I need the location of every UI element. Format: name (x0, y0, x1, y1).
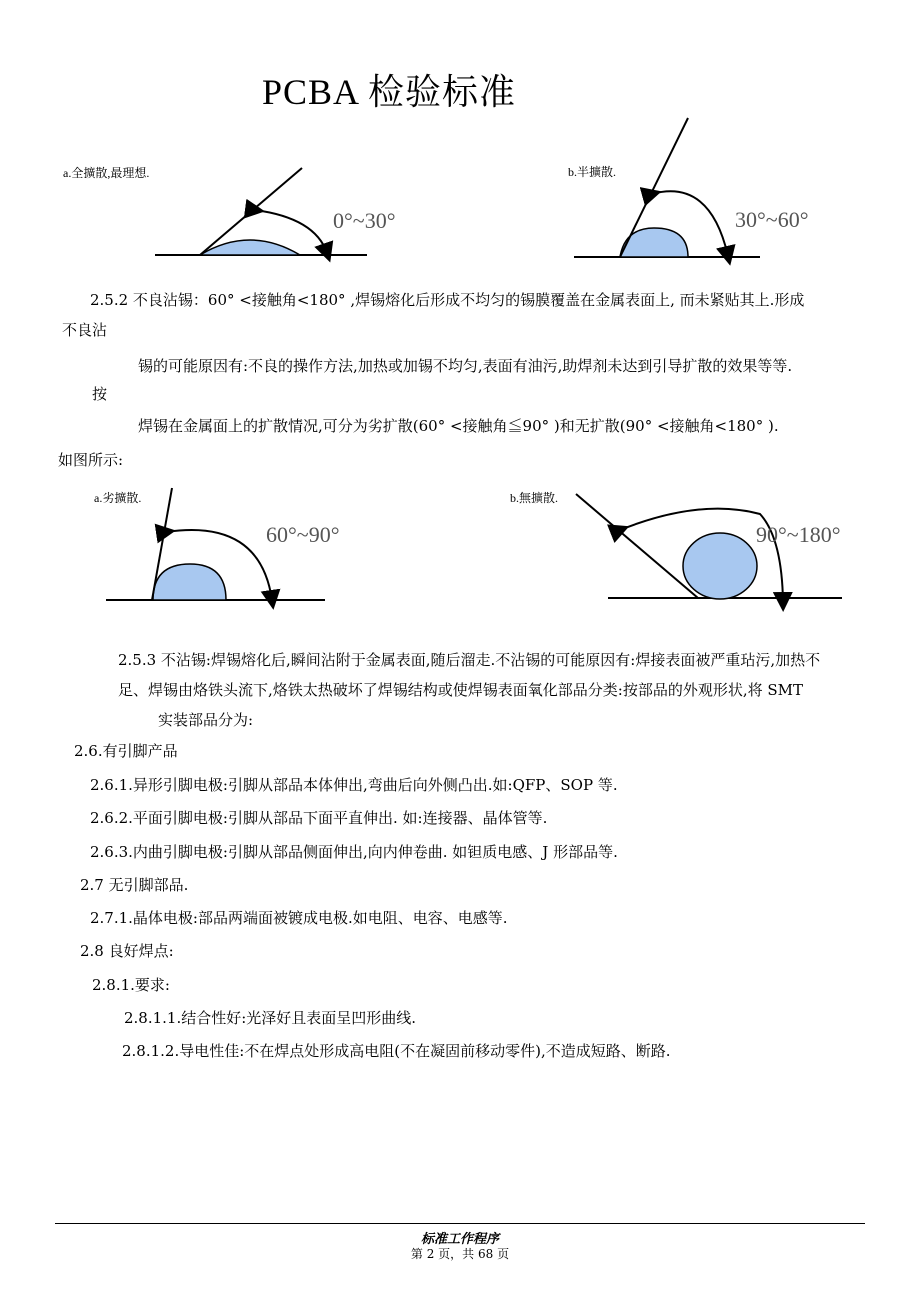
section-2-8-1-2: 2.8.1.2.导电性佳:不在焊点处形成高电阻(不在凝固前移动零件),不造成短路、断路. (122, 1042, 671, 1060)
section-2-5-3-line2: 足、焊锡由烙铁头流下,烙铁太热破坏了焊锡结构或使焊锡表面氧化部品分类:按部品的外观形状,将 SMT (118, 681, 804, 699)
section-2-5-3-line1: 2.5.3 不沾锡:焊锡熔化后,瞬间沾附于金属表面,随后溜走.不沾锡的可能原因有:焊接表面被严重玷污,加热不 (118, 651, 821, 669)
page-title: PCBA 检验标准 (262, 72, 517, 112)
solder-drop (683, 533, 757, 599)
section-2-5-2-line2: 不良沾 (62, 321, 108, 339)
figure-b-label: b.半擴散. (568, 165, 617, 179)
section-2-7-1: 2.7.1.晶体电极:部品两端面被镀成电极.如电阻、电容、电感等. (90, 909, 508, 927)
figure-half-spread (560, 110, 820, 270)
section-2-6-2: 2.6.2.平面引脚电极:引脚从部品下面平直伸出. 如:连接器、晶体管等. (90, 809, 548, 827)
figure-full-spread (55, 120, 396, 270)
figure-b-angle: 30°~60° (735, 207, 809, 232)
figure-no-spread (500, 478, 850, 608)
footer-page-number: 第 2 页，共 68 页 (410, 1247, 510, 1261)
solder-drop (153, 564, 226, 600)
section-2-5-2-line4: 按 (92, 385, 108, 403)
footer-divider (55, 1223, 865, 1224)
figure-a-angle: 0°~30° (333, 208, 396, 233)
tangent-line (576, 494, 698, 598)
section-2-5-2-line5: 焊锡在金属面上的扩散情况,可分为劣扩散(60° <接触角≦90° )和无扩散(90° <接触角<180° ). (138, 417, 779, 435)
figure-c-angle: 60°~90° (266, 522, 340, 547)
solder-drop (620, 228, 688, 257)
section-2-6-3: 2.6.3.内曲引脚电极:引脚从部品侧面伸出,向内伸卷曲. 如钽质电感、J 形部品等. (90, 843, 618, 861)
figure-d-label: b.無擴散. (510, 491, 559, 505)
section-2-8-1: 2.8.1.要求: (92, 976, 170, 994)
section-2-8: 2.8 良好焊点: (80, 942, 174, 960)
section-2-7: 2.7 无引脚部品. (80, 876, 189, 894)
section-2-5-2-line1: 2.5.2 不良沾锡：60° <接触角<180° ,焊锡熔化后形成不均匀的锡膜覆盖在金属表面上, 而未紧贴其上.形成 (90, 291, 805, 309)
figure-d-angle: 90°~180° (756, 522, 841, 547)
section-2-6-1: 2.6.1.异形引脚电极:引脚从部品本体伸出,弯曲后向外侧凸出.如:QFP、SOP 等. (90, 776, 618, 794)
figure-a-label: a.全擴散,最理想. (63, 166, 150, 180)
section-2-8-1-1: 2.8.1.1.结合性好:光泽好且表面呈凹形曲线. (124, 1009, 417, 1027)
section-2-5-3-line3: 实装部品分为: (158, 711, 254, 729)
figure-c-label: a.劣擴散. (94, 491, 142, 505)
section-2-5-2-line6: 如图所示: (58, 451, 124, 469)
section-2-6: 2.6.有引脚产品 (74, 742, 178, 760)
section-2-5-2-line3: 锡的可能原因有:不良的操作方法,加热或加锡不均匀,表面有油污,助焊剂未达到引导扩散的效果等等. (138, 357, 793, 375)
figure-poor-spread (80, 478, 340, 608)
footer-title: 标准工作程序 (420, 1232, 499, 1247)
